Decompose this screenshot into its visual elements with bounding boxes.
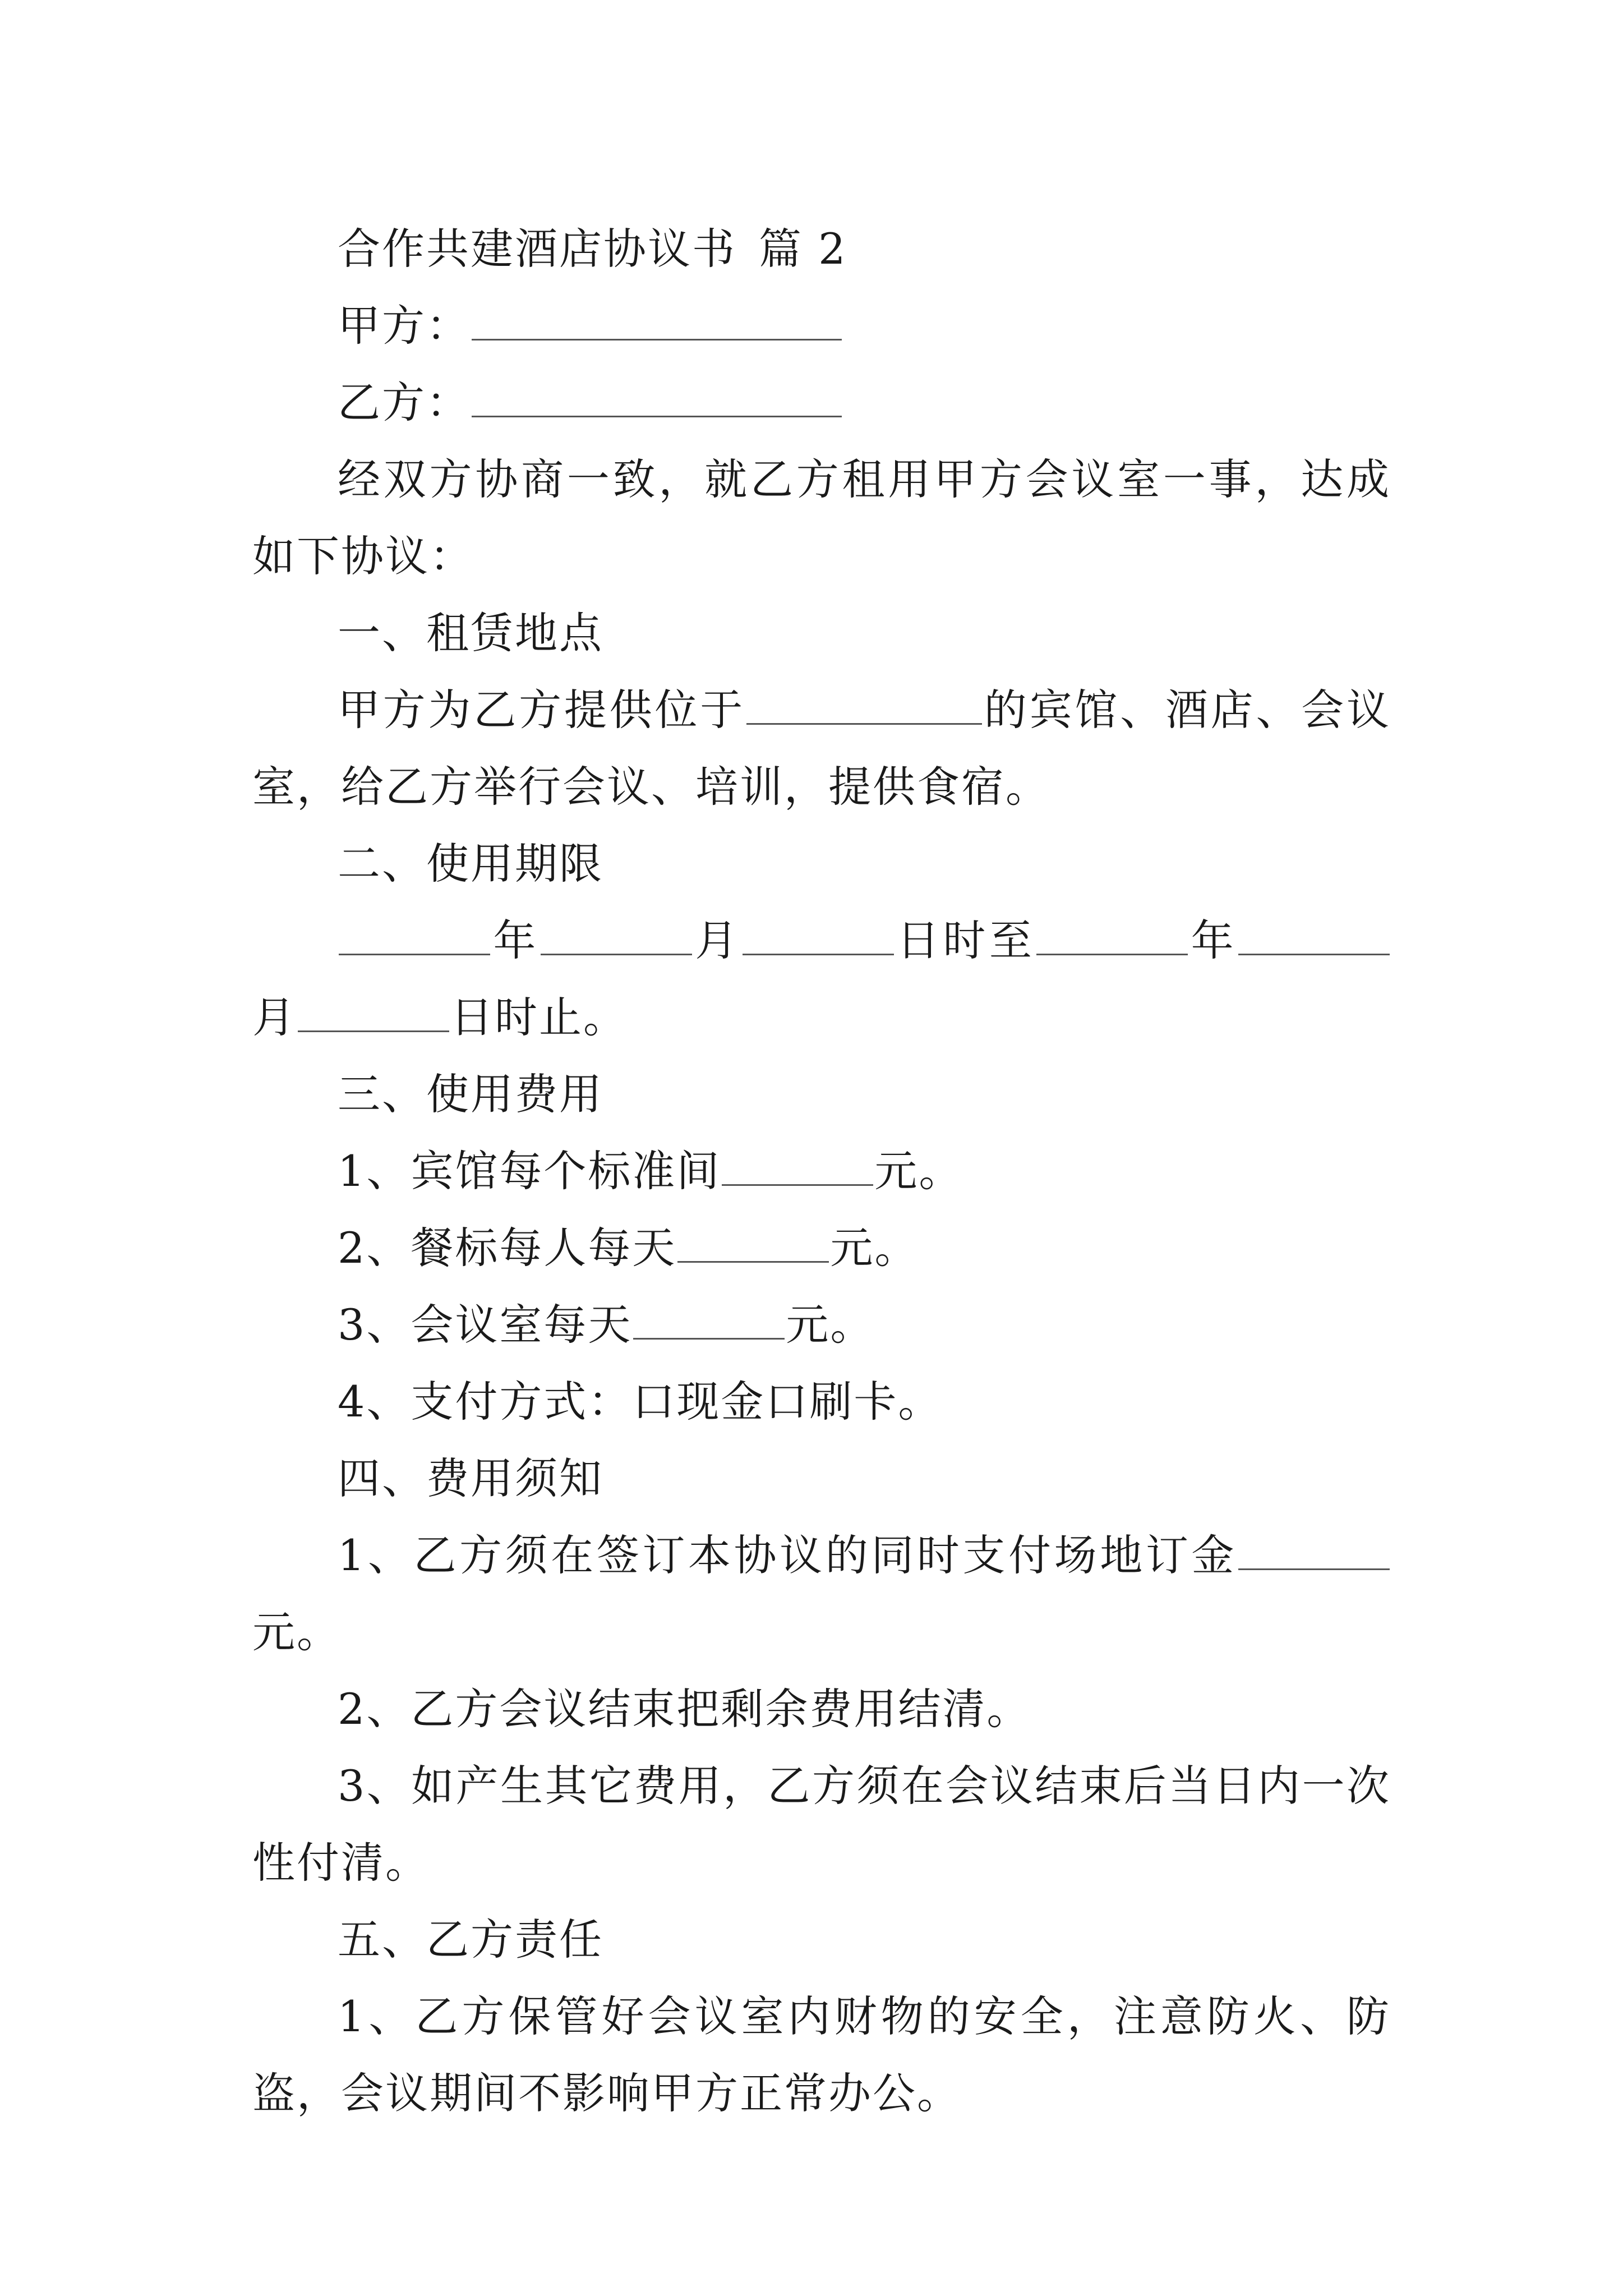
party-b-label: 乙方： [338, 378, 471, 427]
deposit-blank [1238, 1528, 1390, 1570]
section-4-item-1: 1、乙方须在签订本协议的同时支付场地订金元。 [252, 1517, 1391, 1671]
section-2-dates: 年 月 日时至 年月 日时止。 [252, 902, 1391, 1056]
section-4-heading: 四、费用须知 [338, 1453, 603, 1503]
document-body [252, 210, 1391, 2132]
start-day-blank [743, 913, 894, 955]
section-2-heading: 二、使用期限 [338, 839, 603, 889]
section-1-heading: 一、租赁地点 [338, 608, 603, 658]
section-3-heading: 三、使用费用 [338, 1069, 603, 1119]
section-3-item-4: 4、支付方式：口现金口刷卡。 [338, 1377, 943, 1427]
party-b-blank [472, 375, 842, 417]
start-year-blank [339, 913, 490, 955]
section-4-item-3: 3、如产生其它费用，乙方须在会议结束后当日内一次性付清。 [252, 1761, 1391, 1888]
end-year-blank [1036, 913, 1188, 955]
meal-price-blank [677, 1221, 829, 1263]
title-suffix: 篇 2 [759, 224, 847, 274]
end-month-blank [1238, 913, 1390, 955]
room-price-blank [722, 1144, 873, 1186]
party-a-line [252, 287, 1391, 364]
section-5-item-1: 1、乙方保管好会议室内财物的安全，注意防火、防盗，会议期间不影响甲方正常办公。 [252, 1991, 1391, 2118]
document-title: 合作共建酒店协议书 篇 2 [338, 224, 847, 274]
party-a-label: 甲方： [338, 301, 471, 351]
party-b-line [252, 364, 1391, 441]
party-a-blank [472, 298, 842, 341]
section-3-item-1: 1、宾馆每个标准间 元。 [252, 1133, 1391, 1209]
section-1-text: 甲方为乙方提供位于 的宾馆、酒店、会议室，给乙方举行会议、培训，提供食宿。 [252, 671, 1391, 825]
end-day-blank [298, 990, 449, 1032]
start-month-blank [541, 913, 692, 955]
location-blank [746, 683, 982, 725]
section-3-item-3: 3、会议室每天 元。 [252, 1286, 1391, 1363]
intro-paragraph: 经双方协商一致，就乙方租用甲方会议室一事，达成如下协议： [252, 454, 1391, 581]
section-4-item-2: 2、乙方会议结束把剩余费用结清。 [338, 1684, 1031, 1734]
section-3-item-2: 2、餐标每人每天 元。 [252, 1209, 1391, 1286]
section-5-heading: 五、乙方责任 [338, 1915, 603, 1964]
meeting-room-price-blank [633, 1297, 785, 1340]
